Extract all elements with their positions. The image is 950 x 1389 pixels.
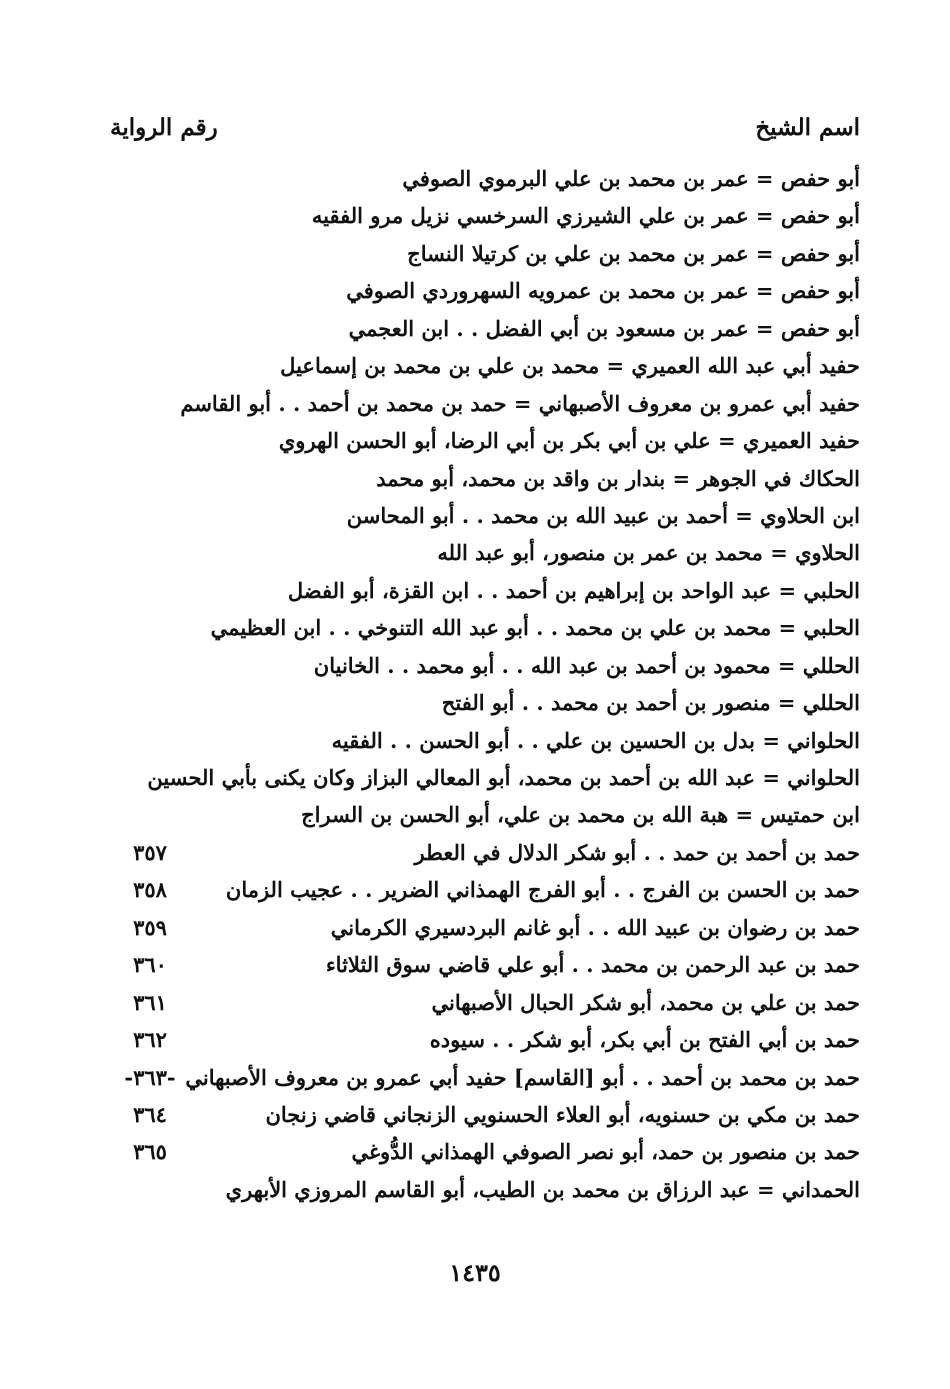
sheikh-name: حمد بن منصور بن حمد، أبو نصر الصوفي الهمذاني الدُّوغي: [351, 1139, 860, 1165]
list-item: [100, 424, 860, 461]
list-item: [100, 499, 860, 536]
list-item: [100, 911, 860, 948]
list-item: [100, 162, 860, 199]
sheikh-name: الحمداني = عبد الرزاق بن محمد بن الطيب، أبو القاسم المروزي الأبهري: [225, 1176, 860, 1202]
table-header: [110, 114, 860, 154]
narration-number-column-heading: رقم الرواية: [110, 114, 218, 141]
sheikh-name: الحلبي = محمد بن علي بن محمد . . أبو عبد الله التنوخي . . ابن العظيمي: [210, 615, 860, 641]
sheikh-name-column-heading: اسم الشيخ: [755, 114, 860, 141]
sheikh-name: أبو حفص = عمر بن محمد بن علي بن كرتيلا النساج: [407, 240, 860, 266]
narration-number: ٣٦١: [133, 989, 167, 1015]
sheikh-name: الحكاك في الجوهر = بندار بن واقد بن محمد، أبو محمد: [376, 465, 860, 491]
list-item: [100, 536, 860, 573]
sheikh-name: أبو حفص = عمر بن محمد بن عمرويه السهروردي الصوفي: [346, 278, 860, 304]
list-item: [100, 798, 860, 835]
narration-number: ٣٦٤: [133, 1101, 167, 1127]
sheikh-name: حمد بن محمد بن أحمد . . أبو [القاسم] حفيد أبي عمرو بن معروف الأصبهاني: [185, 1064, 860, 1090]
narration-number: ٣٥٩: [133, 914, 167, 940]
list-item: [100, 387, 860, 424]
list-item: [100, 274, 860, 311]
sheikh-name: أبو حفص = عمر بن علي الشيرزي السرخسي نزيل مرو الفقيه: [311, 203, 860, 229]
list-item: [100, 948, 860, 985]
sheikh-name: أبو حفص = عمر بن محمد بن علي البرموي الصوفي: [402, 166, 860, 191]
narration-number: ٣٥٨: [133, 877, 167, 903]
list-item: [100, 1098, 860, 1135]
narration-number: ٣٥٧: [133, 839, 167, 865]
sheikh-name: أبو حفص = عمر بن مسعود بن أبي الفضل . . ابن العجمي: [348, 315, 860, 341]
sheikh-name: حفيد أبي عمرو بن معروف الأصبهاني = حمد بن محمد بن أحمد . . أبو القاسم: [180, 390, 860, 416]
list-item: [100, 686, 860, 723]
narration-number: -٣٦٣-: [124, 1064, 176, 1090]
list-item: [100, 873, 860, 910]
list-item: [100, 611, 860, 648]
list-item: [100, 237, 860, 274]
list-item: [100, 1173, 860, 1210]
list-item: [100, 1135, 860, 1172]
sheikh-name: حمد بن علي بن محمد، أبو شكر الحبال الأصبهاني: [431, 989, 860, 1015]
sheikh-name: ابن حمتيس = هبة الله بن محمد بن علي، أبو الحسن بن السراج: [301, 802, 860, 828]
page-number: ١٤٣٥: [449, 1258, 501, 1287]
list-item: [100, 836, 860, 873]
entries-list: [100, 162, 860, 1210]
list-item: [100, 462, 860, 499]
sheikh-name: الحللي = منصور بن أحمد بن محمد . . أبو الفتح: [441, 690, 860, 716]
list-item: [100, 199, 860, 236]
list-item: [100, 349, 860, 386]
sheikh-name: حمد بن أحمد بن حمد . . أبو شكر الدلال في العطر: [414, 839, 860, 865]
sheikh-name: الحلواني = بدل بن الحسين بن علي . . أبو الحسن . . الفقيه: [331, 727, 860, 753]
list-item: [100, 1023, 860, 1060]
sheikh-name: الحلواني = عبد الله بن أحمد بن محمد، أبو المعالي البزاز وكان يكنى بأبي الحسين: [147, 765, 860, 790]
narration-number: ٣٦٢: [133, 1027, 167, 1053]
list-item: [100, 649, 860, 686]
sheikh-name: الحللي = محمود بن أحمد بن عبد الله . . أبو محمد . . الخانيان: [313, 652, 860, 678]
sheikh-name: حمد بن رضوان بن عبيد الله . . أبو غانم البردسيري الكرماني: [330, 914, 860, 940]
sheikh-name: حفيد أبي عبد الله العميري = محمد بن علي بن محمد بن إسماعيل: [280, 353, 860, 379]
sheikh-name: ابن الحلاوي = أحمد بن عبيد الله بن محمد . . أبو المحاسن: [346, 502, 860, 528]
narration-number: ٣٦٠: [133, 952, 167, 978]
list-item: [100, 986, 860, 1023]
sheikh-name: حمد بن عبد الرحمن بن محمد . . أبو علي قاضي سوق الثلاثاء: [325, 952, 860, 978]
sheikh-name: حمد بن أبي الفتح بن أبي بكر، أبو شكر . . سيوده: [429, 1027, 860, 1053]
sheikh-name: حمد بن الحسن بن الفرج . . أبو الفرج الهمذاني الضرير . . عجيب الزمان: [225, 877, 860, 903]
list-item: [100, 574, 860, 611]
list-item: [100, 724, 860, 761]
list-item: [100, 761, 860, 798]
sheikh-name: حفيد العميري = علي بن أبي بكر بن أبي الرضا، أبو الحسن الهروي: [278, 428, 860, 454]
narration-number: ٣٦٥: [133, 1139, 167, 1165]
list-item: [100, 1061, 860, 1098]
sheikh-name: حمد بن مكي بن حسنويه، أبو العلاء الحسنويي الزنجاني قاضي زنجان: [265, 1101, 860, 1127]
list-item: [100, 312, 860, 349]
sheikh-name: الحلاوي = محمد بن عمر بن منصور، أبو عبد الله: [437, 540, 860, 566]
sheikh-name: الحلبي = عبد الواحد بن إبراهيم بن أحمد . . ابن القزة، أبو الفضل: [287, 577, 860, 603]
